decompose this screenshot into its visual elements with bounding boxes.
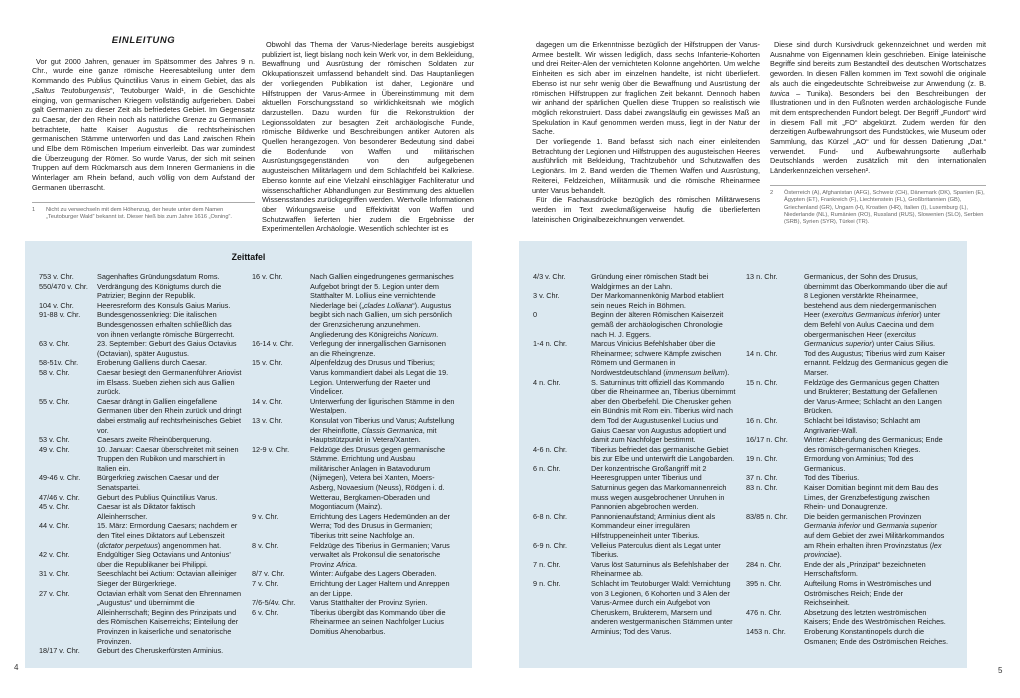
intro-paragraph-3: dagegen um die Erkenntnisse bezüglich der Hilfstruppen der Varus-Armee bestellt. Wir wissen lediglich, dass sechs Infanterie-Kohorten und drei Reiter-Alen der vernichteten Kolonne angehörten. Um welche Einheiten es sich aber im einzelnen handelte, ist nicht überliefert. Ebenso ist nur sehr wenig über die Bewaffnung und Ausrüstung der römischen Hilfstruppen zur fraglichen Zeit bekannt. Dennoch haben wir anhand der spärlichen Quellen diese Truppen so realistisch wie möglich rekonstruiert. Dass dabei zwangsläufig ein gewisses Maß an Spekulation in Kauf genommen werden muss, liegt in der Natur der Sache.	[532, 40, 760, 137]
timeline-event: Caesar besiegt den Germanenführer Ariovist im Elsass. Sueben ziehen sich aus Gallien zurück.	[97, 367, 242, 397]
footnote-1-number: 1	[32, 206, 36, 213]
timeline-box-right	[519, 241, 967, 668]
timeline-row	[533, 512, 736, 541]
timeline-event: S. Saturninus tritt offiziell das Kommando über die Rheinarmee an, Tiberius übernimmt aber den Oberbefehl. Die Cherusker gehen ein Bündnis mit Rom ein. Tiberius wird nach dem Tod der Augustusenkel Lucius und Gaius Caesar von Augustus adoptiert und damit zum Nachfolger bestimmt.	[591, 377, 736, 445]
timeline-event: Nach Gallien eingedrungenes germanisches Aufgebot bringt der 5. Legion unter dem Statthalter M. Lollius eine vernichtende Niederlage bei („clades Lolliana“). Augustus begibt sich nach Gallien, um sich persönlich der Grenzsicherung anzunehmen. Angliederung des Königreichs Noricum.	[310, 272, 454, 339]
footnote-1-text: Nicht zu verwechseln mit dem Höhenzug, der heute unter dem Namen „Teutoburger Wald“ bekannt ist. Dieser hieß bis zum Jahre 1616 „Osning“.	[46, 206, 232, 220]
timeline-date: 6-8 n. Chr.	[533, 511, 568, 521]
timeline-date: 753 v. Chr.	[39, 272, 74, 281]
intro-column-3	[532, 40, 760, 224]
timeline-row	[39, 368, 242, 397]
timeline-event: Die beiden germanischen Provinzen Germania inferior und Germania superior auf dem Gebiet der zwei Militärkommandos am Rhein erhalten ihren Provinzstatus (lex provinciae).	[804, 511, 945, 560]
timeline-date: 83 n. Chr.	[746, 483, 778, 493]
intro-paragraph-4: Der vorliegende 1. Band befasst sich nach einer einleitenden Betrachtung der Legionen und Hilfstruppen des augusteischen Heeres ausführlich mit Bekleidung, Trachtzubehör und Schutzwaffen des Legionärs. Im 2. Band werden die Themen Waffen und Ausrüstung, Reiterei, Feldzeichen, Militärmusik und die römische Rheinarmee unter Varus behandelt.	[532, 137, 760, 195]
timeline-event: Absetzung des letzten weströmischen Kaisers; Ende des Weströmischen Reiches.	[804, 607, 946, 627]
intro-paragraph-2: Obwohl das Thema der Varus-Niederlage bereits ausgiebigst publiziert ist, liegt bislang noch kein Werk vor, in dem Bekleidung, Bewaffnung und Ausrüstung der römischen Soldaten zur Okkupationszeit umfassend behandelt sind. Das Hauptanliegen der vorliegenden Publikation ist daher, Legionäre und Hilfstruppen der Varus-Armee in Übereinstimmung mit dem aktuellen Forschungsstand so wirklichkeitsnah wie möglich darzustellen. Dazu wurden für die Rekonstruktion der Legionssoldaten zur besagten Zeit archäologische Funde, römische Bildwerke und Beschreibungen antiker Autoren als Quellen herangezogen. Von besonderer Bedeutung sind dabei die Bodenfunde von Waffen und militärischen Ausrüstungsgegenständen von den aufgegebenen augusteischen Militärlagern und dem Schlachtfeld bei Kalkriese. Ebenso konnte auf eine Vielzahl einschlägiger Fachliteratur und wissenschaftlicher Abhandlungen zur Bestimmung des aktuellen Wissensstandes zurückgegriffen werden. Wertvolle Informationen über Wirkungsweise und Effektivität von Waffen und Schutzwaffen lieferten hier zudem die Ergebnisse der Experimentellen Archäologie. Wesentlich schlechter ist es	[262, 40, 474, 234]
timeline-date: 12-9 v. Chr.	[252, 444, 290, 454]
timeline-date: 18/17 v. Chr.	[39, 646, 80, 656]
timeline-row	[746, 378, 949, 416]
timeline-event: Ende der als „Prinzipat“ bezeichneten Herrschaftsform.	[804, 559, 926, 579]
timeline-event: Unterwerfung der ligurischen Stämme in den Westalpen.	[310, 396, 455, 416]
timeline-date: 7 v. Chr.	[252, 579, 279, 588]
timeline-row	[252, 416, 455, 445]
timeline-date: 15 v. Chr.	[252, 358, 283, 368]
timeline-date: 0	[533, 310, 538, 320]
timeline-date: 31 v. Chr.	[39, 569, 70, 579]
timeline-row	[746, 512, 949, 560]
footnote-1	[32, 202, 255, 222]
timeline-event: Errichtung der Lager Haltern und Anreppen an der Lippe.	[310, 579, 450, 598]
timeline-row	[252, 579, 455, 598]
timeline-event: Geburt des Publius Quinctilius Varus.	[97, 492, 218, 502]
timeline-date: 58-51v. Chr.	[39, 358, 79, 368]
timeline-row	[39, 358, 242, 368]
timeline-row	[533, 541, 736, 560]
timeline-event: Pannonienaufstand; Arminius dient als Kommandeur einer irregulären Hilfstruppeneinheit unter Tiberius.	[591, 511, 716, 541]
timeline-date: 91-88 v. Chr.	[39, 310, 81, 320]
timeline-event: Caesars zweite Rheinüberquerung.	[97, 435, 212, 445]
intro-column-2	[262, 40, 474, 234]
intro-column-4	[770, 40, 986, 227]
timeline-event: Ermordung von Arminius; Tod des Germanicus.	[804, 454, 914, 473]
timeline-date: 1453 n. Chr.	[746, 626, 786, 636]
timeline-row	[39, 473, 242, 492]
timeline-date: 476 n. Chr.	[746, 607, 782, 617]
timeline-row	[252, 272, 455, 339]
timeline-columns-left	[39, 272, 458, 656]
footnote-2-text: Österreich (A), Afghanistan (AFG), Schweiz (CH), Dänemark (DK), Spanien (E), Ägypten (ET), Frankreich (F), Liechtenstein (FL), Großbritannien (GB), Griechenland (GR), Ungarn (H), Kroatien (HR), Italien (I), Luxemburg (L), Niederlande (NL), Rumänien (RO), Russland (RUS), Slowenien (SLO), Serbien (SRB), Syrien (SYR), Türkei (TR).	[784, 189, 985, 226]
timeline-date: 45 v. Chr.	[39, 502, 70, 512]
page-number-right: 5	[998, 666, 1003, 675]
timeline-event: Varus löst Saturninus als Befehlshaber der Rheinarmee ab.	[591, 559, 729, 579]
timeline-event: Schlacht im Teutoburger Wald: Vernichtung von 3 Legionen, 6 Kohorten und 3 Alen der Varus-Armee durch ein Aufgebot von Cheruskern, Brukterern, Marsern und anderen westgermanischen Stämmen unter Arminius; Tod des Varus.	[591, 579, 733, 636]
timeline-row	[533, 291, 736, 310]
timeline-event: Aufteilung Roms in Weströmisches und Oströmisches Reich; Ende der Reichseinheit.	[804, 579, 932, 608]
timeline-event: Tiberius befriedet das germanische Gebiet bis zur Elbe und unterwirft die Langobarden.	[591, 444, 735, 464]
timeline-title-spacer	[533, 252, 953, 264]
timeline-date: 3 v. Chr.	[533, 291, 560, 301]
timeline-row	[39, 282, 242, 301]
timeline-date: 53 v. Chr.	[39, 435, 70, 445]
timeline-event: Errichtung des Lagers Hedemünden an der Werra; Tod des Drusus in Germanien; Tiberius tritt seine Nachfolge an.	[310, 511, 450, 541]
timeline-date: 83/85 n. Chr.	[746, 511, 788, 521]
timeline-row	[252, 569, 455, 579]
timeline-row	[746, 627, 949, 646]
timeline-row	[252, 541, 455, 570]
timeline-row	[533, 560, 736, 579]
timeline-date: 16 n. Chr.	[746, 415, 778, 425]
timeline-date: 44 v. Chr.	[39, 521, 70, 531]
timeline-row	[252, 608, 455, 637]
timeline-event: Winter: Aufgabe des Lagers Oberaden.	[310, 569, 437, 579]
timeline-date: 284 n. Chr.	[746, 559, 782, 569]
timeline-date: 395 n. Chr.	[746, 579, 782, 588]
timeline-row	[39, 397, 242, 435]
timeline-row	[39, 502, 242, 521]
timeline-date: 15 n. Chr.	[746, 377, 778, 387]
timeline-event: Schlacht bei Idistaviso; Schlacht am Angrivarier-Wall.	[804, 415, 921, 435]
timeline-event: Endgültiger Sieg Octavians und Antonius’ über die Republikaner bei Philippi.	[97, 550, 231, 569]
timeline-row	[533, 445, 736, 464]
timeline-event: Tod des Augustus; Tiberius wird zum Kaiser ernannt. Feldzug des Germanicus gegen die Marser.	[804, 348, 948, 377]
timeline-row	[746, 560, 949, 579]
timeline-date: 4/3 v. Chr.	[533, 272, 566, 281]
timeline-title: Zeittafel	[231, 252, 266, 262]
timeline-date: 7 n. Chr.	[533, 559, 561, 569]
timeline-date: 16-14 v. Chr.	[252, 339, 294, 349]
timeline-date: 63 v. Chr.	[39, 339, 70, 349]
timeline-date: 1-4 n. Chr.	[533, 339, 568, 349]
timeline-row	[746, 473, 949, 483]
timeline-event: Heeresreform des Konsuls Gaius Marius.	[97, 300, 231, 310]
timeline-row	[252, 358, 455, 396]
timeline-event: Tiberius übergibt das Kommando über die Rheinarmee an seinen Nachfolger Lucius Domitius Ahenobarbus.	[310, 607, 446, 636]
timeline-event: Velleius Paterculus dient als Legat unter Tiberius.	[591, 540, 721, 560]
timeline-date: 27 v. Chr.	[39, 588, 70, 598]
timeline-row	[533, 339, 736, 377]
timeline-event: Feldzüge des Tiberius in Germanien; Varus verwaltet als Prokonsul die senatorische Provinz Africa.	[310, 540, 450, 569]
timeline-date: 550/470 v. Chr.	[39, 281, 88, 291]
timeline-date: 58 v. Chr.	[39, 367, 70, 377]
intro-paragraph-1: Vor gut 2000 Jahren, genauer im Spätsommer des Jahres 9 n. Chr., wurde eine ganze römische Heeresabteilung unter dem Kommando des Publius Quinctilius Varus in einem Gebiet, das als „Saltus Teutoburgensis“, Teutoburger Wald¹, in die Geschichte einging, von germanischen Kriegern vollständig aufgerieben. Dabei galt Germanien zu dieser Zeit als befriedetes Gebiet. Im Gegensatz zu Caesar, der den Rhein noch als natürliche Grenze zu Germanien betrachtete, hatte Kaiser Augustus die rechtsrheinischen germanischen Stämme unterworfen und das Land zwischen Rhein und Elbe dem Römischen Imperium einverleibt. Das war zumindest die Überzeugung der Römer. So wurde Varus, der sich mit seinen Truppen auf dem Rückmarsch aus dem Inneren Germaniens in die Winterlager am Rhein befand, auch völlig von dem Aufstand der Germanen überrascht.	[32, 56, 255, 192]
timeline-row	[252, 397, 455, 416]
timeline-event: Tod des Tiberius.	[804, 473, 860, 483]
timeline-column-4	[746, 272, 949, 646]
timeline-date: 9 n. Chr.	[533, 579, 561, 588]
timeline-row	[533, 272, 736, 291]
timeline-date: 9 v. Chr.	[252, 511, 279, 521]
footnote-2	[770, 185, 986, 227]
timeline-row	[39, 339, 242, 358]
timeline-row	[39, 646, 242, 656]
timeline-column-2	[252, 272, 455, 656]
timeline-event: Bundesgenossenkrieg: Die italischen Bundesgenossen erhalten schließlich das von ihnen verlangte römische Bürgerrecht.	[97, 310, 235, 339]
timeline-event: Verdrängung des Königtums durch die Patrizier; Beginn der Republik.	[97, 281, 222, 301]
timeline-columns-right	[533, 272, 953, 646]
intro-paragraph-6: Diese sind durch Kursivdruck gekennzeichnet und werden mit Ausnahme von Eigennamen klein geschrieben. Einige lateinische Begriffe sind bereits zum Bestandteil des deutschen Wortschatzes geworden. In diesen Fällen kommen im Text sowohl die originale als auch die eingedeutschte Schreibweise zur Anwendung (z. B. tunica – Tunika). Besonders bei den Beschreibungen der Illustrationen und in den Fußnoten werden archäologische Funde mit dem entsprechenden Fundort belegt. Der Begriff „Fundort“ wird in diesem Fall mit „FO“ abgekürzt. Zudem werden für den derzeitigen Aufbewahrungsort des Fundstückes, wie Museum oder Sammlung, das Kürzel „AO“ und für dessen Datierung „Dat.“ verwendet. Fund- und Aufbewahrungsorte außerhalb Deutschlands werden zusätzlich mit den internationalen Länderkennzeichen versehen².	[770, 40, 986, 176]
timeline-date: 4-6 n. Chr.	[533, 444, 568, 454]
timeline-event: 15. März: Ermordung Caesars; nachdem er den Titel eines Diktators auf Lebenszeit (dictator perpetuus) angenommen hat.	[97, 521, 238, 550]
timeline-event: Sagenhaftes Gründungsdatum Roms.	[97, 272, 220, 281]
timeline-row	[533, 464, 736, 512]
timeline-row	[39, 435, 242, 445]
timeline-row	[252, 339, 455, 358]
timeline-row	[39, 550, 242, 569]
timeline-date: 8/7 v. Chr.	[252, 569, 285, 579]
timeline-date: 49 v. Chr.	[39, 444, 70, 454]
timeline-date: 37 n. Chr.	[746, 473, 778, 483]
timeline-row	[746, 579, 949, 608]
timeline-date: 19 n. Chr.	[746, 454, 778, 464]
timeline-event: Der konzentrische Großangriff mit 2 Heeresgruppen unter Tiberius und Saturninus gegen das Markomannenreich muss wegen ausgebrochener Unruhen in Pannonien abgebrochen werden.	[591, 463, 727, 512]
timeline-row	[746, 608, 949, 627]
timeline-row	[746, 272, 949, 349]
timeline-date: 6-9 n. Chr.	[533, 540, 568, 550]
timeline-date: 14 n. Chr.	[746, 348, 778, 358]
timeline-date: 6 n. Chr.	[533, 463, 561, 473]
timeline-event: Feldzüge des Drusus gegen germanische Stämme. Errichtung und Ausbau militärischer Anlagen in Batavodurum (Nijmegen), Vetera bei Xanten, Moers-Asberg, Novaesium (Neuss), Rödgen i. d. Wetterau, Bergkamen-Oberaden und Mogontiacum (Mainz).	[310, 444, 446, 512]
timeline-event: Alpenfeldzug des Drusus und Tiberius; Varus kommandiert dabei als Legat die 19. Legion. Unterwerfung der Raeter und Vindelicer.	[310, 358, 449, 397]
timeline-date: 104 v. Chr.	[39, 300, 74, 310]
timeline-row	[39, 493, 242, 503]
timeline-event: Der Markomannenkönig Marbod etabliert sein neues Reich in Böhmen.	[591, 291, 724, 310]
timeline-event: Gründung einer römischen Stadt bei Waldgirmes an der Lahn.	[591, 272, 709, 291]
timeline-column-3	[533, 272, 736, 646]
timeline-date: 13 v. Chr.	[252, 415, 283, 425]
intro-heading: EINLEITUNG	[111, 35, 176, 46]
timeline-event: Marcus Vinicius Befehlshaber über die Rheinarmee; schwere Kämpfe zwischen Römern und Germanen in Nordwestdeutschland (immensum bellum).	[591, 339, 730, 377]
timeline-row	[39, 569, 242, 588]
timeline-event: Caesar ist als Diktator faktisch Alleinherrscher.	[97, 502, 196, 521]
timeline-row	[533, 378, 736, 445]
timeline-row	[252, 445, 455, 512]
timeline-event: Winter: Abberufung des Germanicus; Ende des römisch-germanischen Krieges.	[804, 435, 943, 454]
timeline-row	[39, 310, 242, 339]
timeline-event: Verlegung der innergallischen Garnisonen an die Rheingrenze.	[310, 339, 446, 358]
timeline-date: 6 v. Chr.	[252, 607, 279, 617]
timeline-date: 16/17 n. Chr.	[746, 435, 788, 445]
timeline-row	[39, 301, 242, 311]
timeline-date: 49-46 v. Chr.	[39, 473, 81, 483]
timeline-date: 13 n. Chr.	[746, 272, 778, 281]
timeline-row	[252, 598, 455, 608]
timeline-row	[746, 454, 949, 473]
timeline-event: 10. Januar: Caesar überschreitet mit seinen Truppen den Rubikon und marschiert in Italien ein.	[97, 444, 239, 473]
timeline-row	[252, 512, 455, 541]
timeline-date: 14 v. Chr.	[252, 396, 283, 406]
timeline-row	[533, 579, 736, 637]
timeline-date: 8 v. Chr.	[252, 540, 279, 550]
timeline-date: 4 n. Chr.	[533, 377, 561, 387]
timeline-date: 47/46 v. Chr.	[39, 492, 80, 502]
timeline-event: 23. September: Geburt des Gaius Octavius (Octavian), später Augustus.	[97, 339, 237, 358]
timeline-event: Eroberung Galliens durch Caesar.	[97, 358, 207, 368]
timeline-event: Germanicus, der Sohn des Drusus, übernimmt das Oberkommando über die auf 8 Legionen verstärkte Rheinarmee, bestehend aus dem niedergermanischen Heer (exercitus Germanicus inferior) unter dem Befehl von Aulus Caecina und dem obergermanischen Heer (exercitus Germanicus superior) unter Caius Silius.	[804, 272, 948, 349]
intro-paragraph-5: Für die Fachausdrücke bezüglich des römischen Militärwesens werden im Text zweckmäßigerweise häufig die überlieferten lateinischen Originalbezeichnungen verwendet.	[532, 195, 760, 224]
timeline-row	[533, 310, 736, 339]
timeline-date: 55 v. Chr.	[39, 396, 70, 406]
timeline-event: Feldzüge des Germanicus gegen Chatten und Brukterer; Bestattung der Gefallenen der Varus-Armee; Schlacht an den Langen Brücken.	[804, 377, 942, 416]
timeline-event: Seeschlacht bei Actium: Octavian alleiniger Sieger der Bürgerkriege.	[97, 569, 237, 588]
intro-column-1	[32, 36, 255, 221]
timeline-event: Konsulat von Tiberius und Varus; Aufstellung der Rheinflotte, Classis Germanica, mit Hauptstützpunkt in Vetera/Xanten.	[310, 415, 455, 445]
timeline-row	[746, 349, 949, 378]
timeline-event: Beginn der älteren Römischen Kaiserzeit gemäß der archäologischen Chronologie nach H. J. Eggers.	[591, 310, 724, 339]
timeline-box-left	[25, 241, 472, 668]
timeline-column-1	[39, 272, 242, 656]
timeline-event: Bürgerkrieg zwischen Caesar und der Senatspartei.	[97, 473, 220, 493]
timeline-event: Caesar drängt in Gallien eingefallene Germanen über den Rhein zurück und dringt dabei erstmalig auf rechtsrheinisches Gebiet vor.	[97, 396, 242, 435]
timeline-row	[39, 445, 242, 474]
timeline-date: 7/6-5/4v. Chr.	[252, 598, 296, 608]
timeline-event: Varus Statthalter der Provinz Syrien.	[310, 598, 428, 608]
timeline-row	[39, 589, 242, 647]
timeline-date: 16 v. Chr.	[252, 272, 283, 281]
timeline-date: 42 v. Chr.	[39, 550, 70, 560]
timeline-event: Octavian erhält vom Senat den Ehrennamen „Augustus“ und übernimmt die Alleinherrschaft; Beginn des Prinzipats und des Römischen Kaiserreichs; Einteilung der Provinzen in kaiserliche und senatorische Provinzen.	[97, 588, 241, 646]
timeline-event: Kaiser Domitian beginnt mit dem Bau des Limes, der Grenzbefestigung zwischen Rhein- und Donaugrenze.	[804, 483, 939, 512]
timeline-event: Eroberung Konstantinopels durch die Osmanen; Ende des Oströmischen Reiches.	[804, 626, 948, 646]
timeline-row	[746, 435, 949, 454]
timeline-row	[746, 416, 949, 435]
timeline-row	[746, 483, 949, 512]
footnote-2-number: 2	[770, 189, 774, 196]
timeline-event: Geburt des Cheruskerfürsten Arminius.	[97, 646, 224, 656]
page-number-left: 4	[14, 663, 19, 672]
timeline-row	[39, 521, 242, 550]
timeline-row	[39, 272, 242, 282]
